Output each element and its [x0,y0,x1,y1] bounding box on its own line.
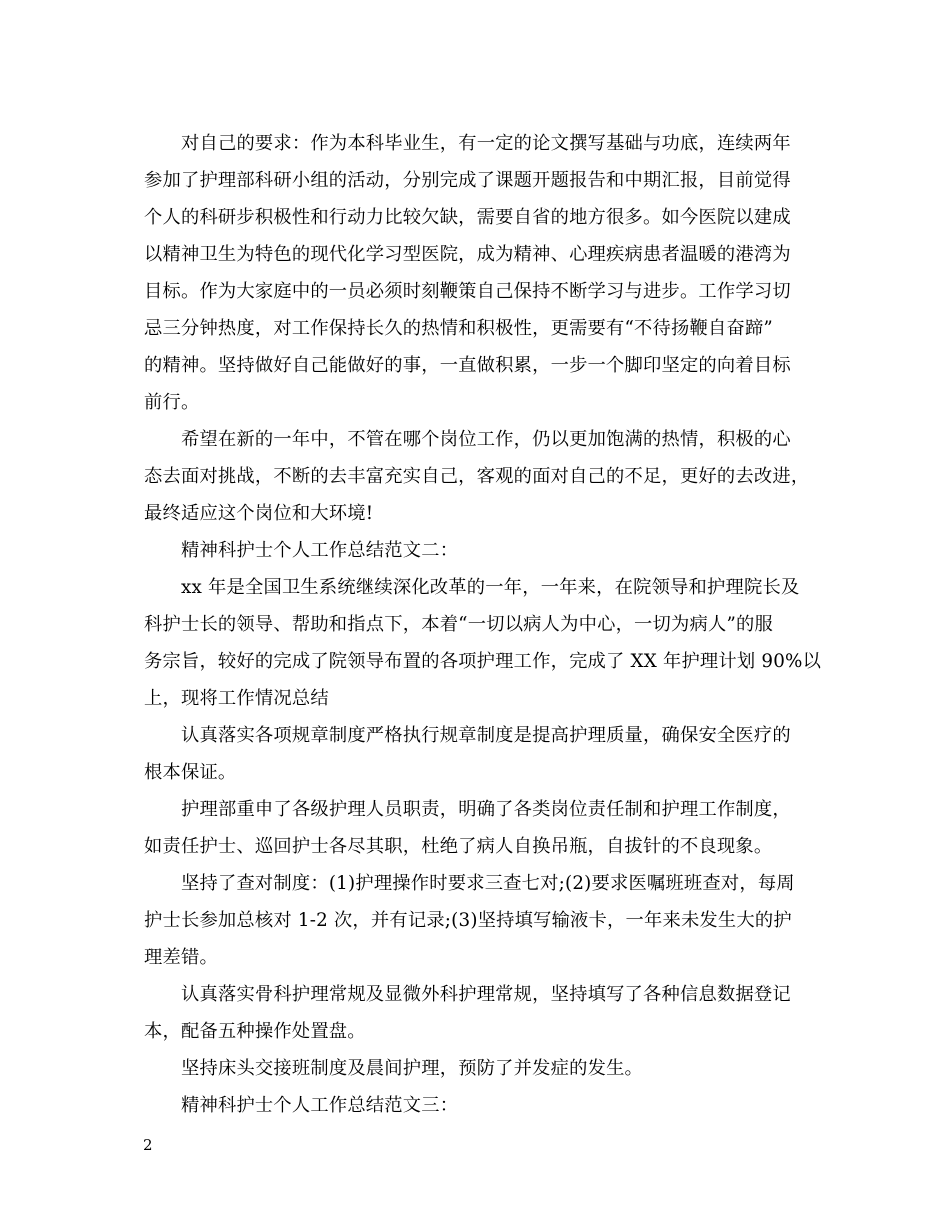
text-line: 根本保证。 [144,762,237,783]
text-line: 目标。作为大家庭中的一员必须时刻鞭策自己保持不断学习与进步。工作学习切 [144,281,791,302]
text-line: 务宗旨，较好的完成了院领导布置的各项护理工作，完成了 XX 年护理计划 90%以 [144,651,822,672]
text-line: 上，现将工作情况总结 [144,688,329,709]
text-line: 以精神卫生为特色的现代化学习型医院，成为精神、心理疾病患者温暖的港湾为 [144,244,791,265]
text-line: 最终适应这个岗位和大环境! [144,503,374,524]
paragraph-new-year-hope [144,421,808,532]
paragraph-orthopedic-routine [144,976,808,1050]
text-line: 前行。 [144,392,200,413]
text-line: 认真落实骨科护理常规及显微外科护理常规，坚持填写了各种信息数据登记 [181,984,791,1005]
text-line: xx 年是全国卫生系统继续深化改革的一年，一年来，在院领导和护理院长及 [181,577,800,598]
text-line: 参加了护理部科研小组的活动，分别完成了课题开题报告和中期汇报，目前觉得 [144,170,791,191]
paragraph-shift-handover [144,1050,808,1087]
text-line: 理差错。 [144,947,218,968]
text-line: 本，配备五种操作处置盘。 [144,1021,366,1042]
text-line: 坚持了查对制度：(1)护理操作时要求三查七对;(2)要求医嘱班班查对，每周 [181,873,795,894]
text-line: 精神科护士个人工作总结范文三： [181,1095,459,1116]
text-line: 个人的科研步积极性和行动力比较欠缺，需要自省的地方很多。如今医院以建成 [144,207,791,228]
text-line: 对自己的要求：作为本科毕业生，有一定的论文撰写基础与功底，连续两年 [181,133,791,154]
text-line: 的精神。坚持做好自己能做好的事，一直做积累，一步一个脚印坚定的向着目标 [144,355,791,376]
paragraph-responsibilities [144,791,808,865]
paragraph-self-requirements [144,125,808,421]
page-number: 2 [143,1136,153,1154]
paragraph-year-overview [144,569,822,717]
section-heading-sample-two [144,532,808,569]
text-line: 希望在新的一年中，不管在哪个岗位工作，仍以更加饱满的热情，积极的心 [181,429,791,450]
text-line: 坚持床头交接班制度及晨间护理，预防了并发症的发生。 [181,1058,644,1079]
text-line: 护士长参加总核对 1-2 次，并有记录;(3)坚持填写输液卡，一年来未发生大的护 [144,910,792,931]
text-line: 认真落实各项规章制度严格执行规章制度是提高护理质量，确保安全医疗的 [181,725,791,746]
text-line: 态去面对挑战，不断的去丰富充实自己，客观的面对自己的不足，更好的去改进， [144,466,810,487]
document-body [144,125,822,1124]
text-line: 忌三分钟热度，对工作保持长久的热情和积极性，更需要有“不待扬鞭自奋蹄” [144,318,773,339]
paragraph-checking-system [144,865,808,976]
paragraph-regulations [144,717,808,791]
text-line: 如责任护士、巡回护士各尽其职，杜绝了病人自换吊瓶，自拔针的不良现象。 [144,836,773,857]
text-line: 护理部重申了各级护理人员职责，明确了各类岗位责任制和护理工作制度， [181,799,791,820]
section-heading-sample-three [144,1087,808,1124]
text-line: 精神科护士个人工作总结范文二： [181,540,459,561]
text-line: 科护士长的领导、帮助和指点下，本着“一切以病人为中心，一切为病人”的服 [144,614,773,635]
